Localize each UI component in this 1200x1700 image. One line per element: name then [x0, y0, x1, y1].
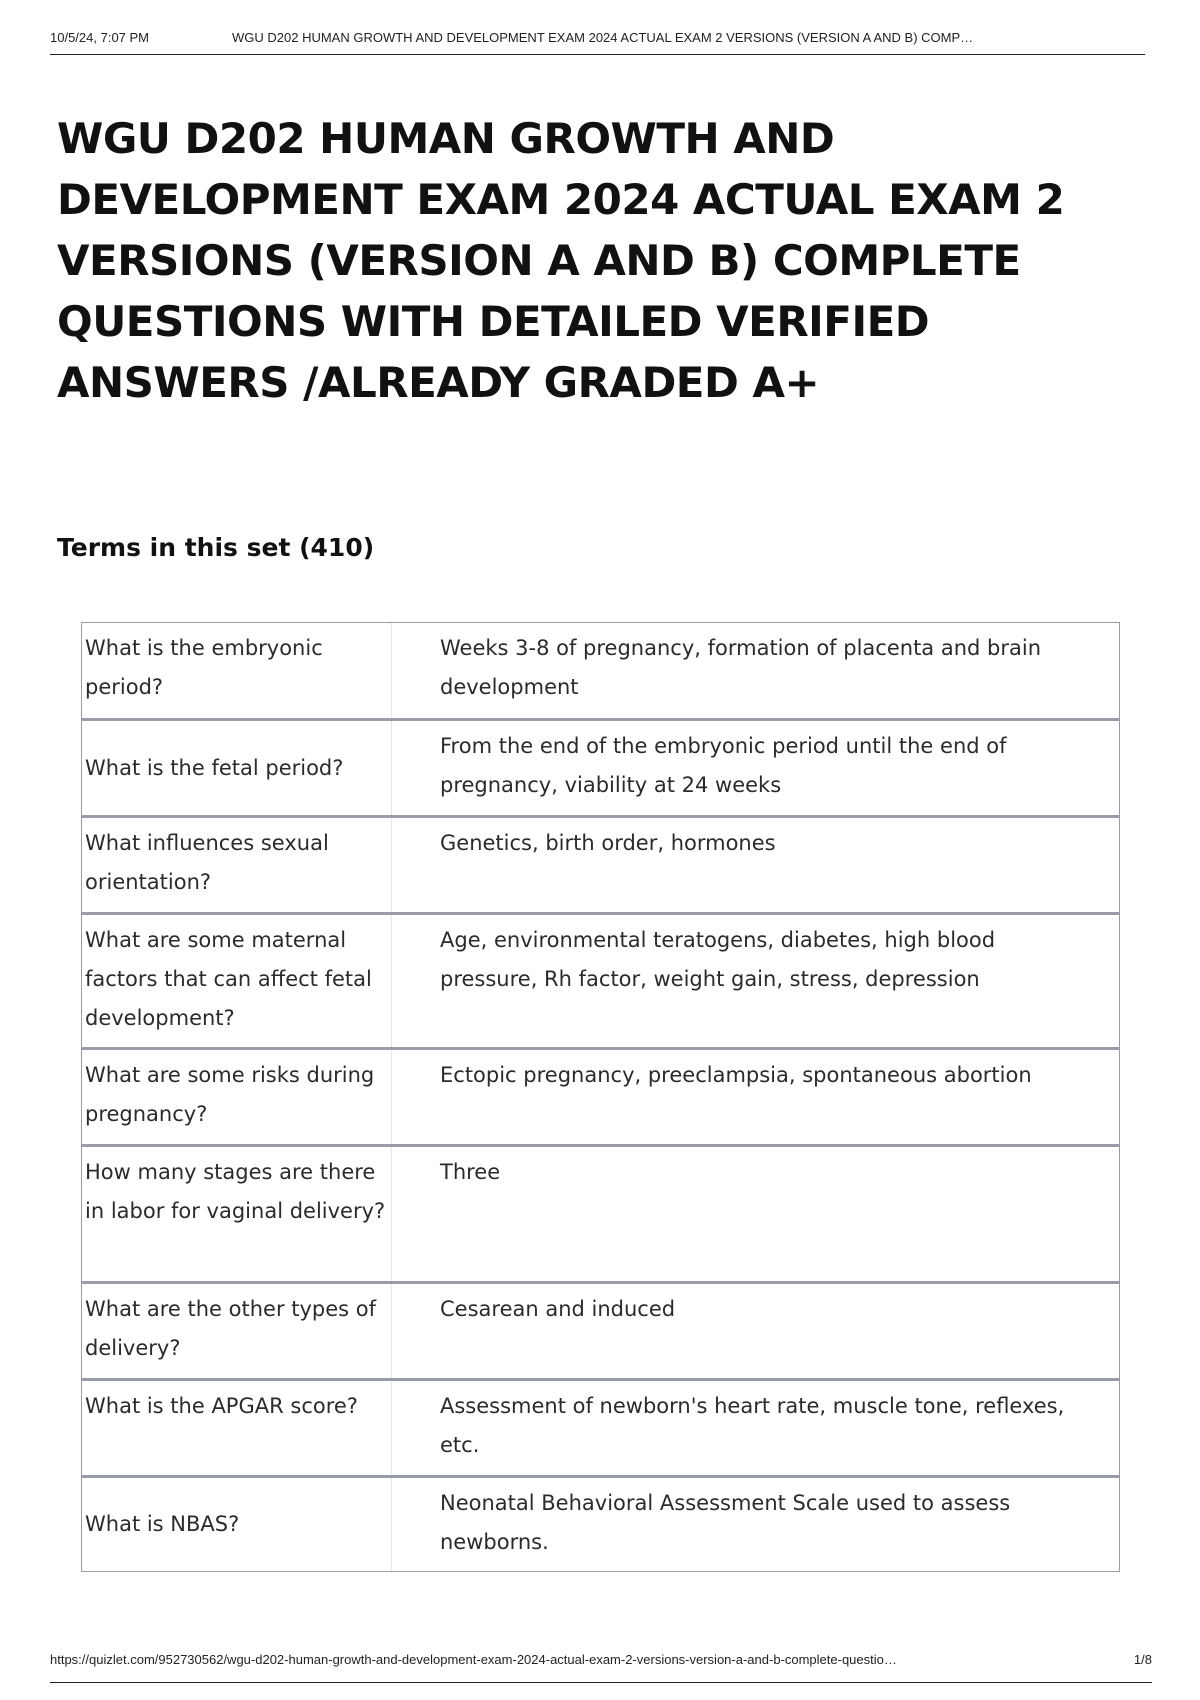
terms-table — [81, 622, 1120, 1572]
definition-text: Genetics, birth order, hormones — [440, 831, 776, 855]
print-footer — [50, 1652, 1152, 1683]
term-row — [82, 1475, 1119, 1571]
print-header — [50, 30, 1145, 55]
term-row — [82, 815, 1119, 912]
term-row — [82, 1047, 1119, 1144]
term-text: What is the embryonic period? — [82, 623, 392, 718]
document-title: WGU D202 HUMAN GROWTH AND DEVELOPMENT EXAM 2024 ACTUAL EXAM 2 VERSIONS (VERSION A AND B) COMPLETE QUESTIONS WITH DETAILED VERIFIED ANSWERS /ALREADY GRADED A+ — [57, 114, 1065, 407]
term-row — [82, 1378, 1119, 1475]
term-text: What are some maternal factors that can affect fetal development? — [82, 915, 392, 1047]
definition-text: Age, environmental teratogens, diabetes, high blood pressure, Rh factor, weight gain, stress, depression — [440, 928, 996, 991]
definition-text: From the end of the embryonic period until the end of pregnancy, viability at 24 weeks — [440, 734, 1007, 797]
definition-text: Weeks 3-8 of pregnancy, formation of placenta and brain development — [440, 636, 1042, 699]
term-row — [82, 912, 1119, 1047]
definition-text: Neonatal Behavioral Assessment Scale used to assess newborns. — [440, 1491, 1011, 1554]
term-text: How many stages are there in labor for vaginal delivery? — [82, 1147, 392, 1281]
definition-text: Ectopic pregnancy, preeclampsia, spontaneous abortion — [440, 1063, 1032, 1087]
term-text: What are the other types of delivery? — [82, 1284, 392, 1378]
term-text: What is the fetal period? — [82, 721, 392, 815]
print-page-title: WGU D202 HUMAN GROWTH AND DEVELOPMENT EXAM 2024 ACTUAL EXAM 2 VERSIONS (VERSION A AND B) COMP… — [232, 30, 974, 45]
term-text: What are some risks during pregnancy? — [82, 1050, 392, 1144]
term-row — [82, 1281, 1119, 1378]
term-row — [82, 623, 1119, 718]
definition-text: Three — [440, 1160, 501, 1184]
definition-text: Cesarean and induced — [440, 1297, 676, 1321]
term-row — [82, 718, 1119, 815]
definition-text: Assessment of newborn's heart rate, muscle tone, reflexes, etc. — [440, 1394, 1065, 1457]
term-text: What is the APGAR score? — [82, 1381, 392, 1475]
term-text: What is NBAS? — [82, 1478, 392, 1571]
print-date: 10/5/24, 7:07 PM — [50, 30, 150, 45]
term-text: What influences sexual orientation? — [82, 818, 392, 912]
terms-heading: Terms in this set (410) — [57, 533, 375, 562]
term-row — [82, 1144, 1119, 1281]
page-number: 1/8 — [1133, 1652, 1152, 1667]
page-url: https://quizlet.com/952730562/wgu-d202-human-growth-and-development-exam-2024-actual-exam-2-versions-version-a-and-b-complete-questio… — [50, 1652, 897, 1667]
